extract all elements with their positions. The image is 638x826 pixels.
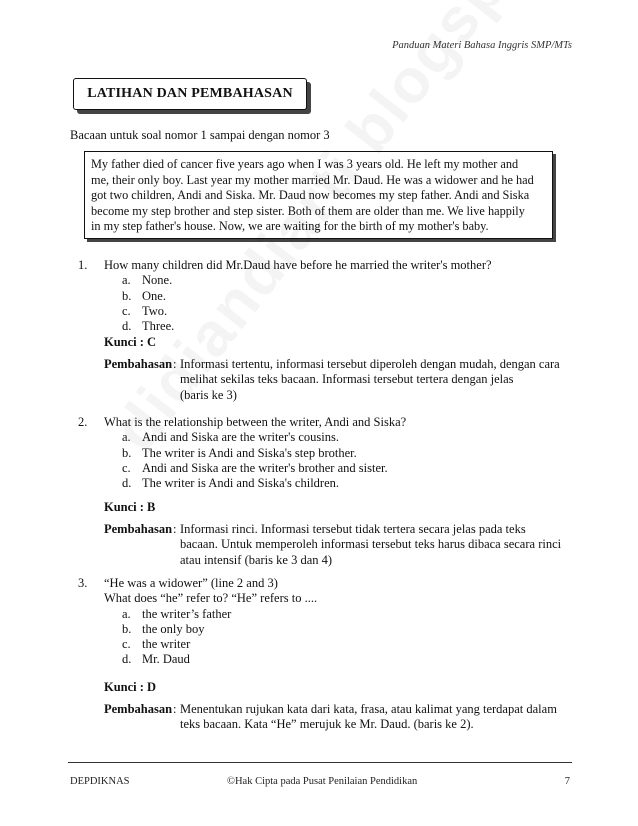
option-b: b. the only boy xyxy=(122,621,205,636)
passage-line: me, their only boy. Last year my mother married Mr. Daud. He was a widower and he had xyxy=(91,172,534,187)
explanation-text: Informasi rinci. Informasi tersebut tidak tertera secara jelas pada teks bacaan. Untuk memperoleh informasi tersebut teks harus dibaca secara rinci atau intensif (baris ke 3 dan 4) xyxy=(180,522,562,567)
question-number: 3. xyxy=(78,576,88,590)
page-number: 7 xyxy=(564,776,570,787)
question-text: How many children did Mr.Daud have before he married the writer's mother? xyxy=(104,258,492,272)
explanation-text: Menentukan rujukan kata dari kata, frasa, atau kalimat yang terdapat dalam teks bacaan. Kata “He” merujuk ke Mr. Daud. (baris ke 2). xyxy=(180,702,557,732)
footer-divider xyxy=(68,762,572,763)
passage-line: got two children, Andi and Siska. Mr. Daud now becomes my step father. Andi and Siska xyxy=(91,188,530,202)
option-c: c. Two. xyxy=(122,303,168,318)
options-list xyxy=(122,273,174,334)
question-text: What is the relationship between the writer, Andi and Siska? xyxy=(104,415,407,429)
option-d: d. The writer is Andi and Siska's children. xyxy=(122,476,340,491)
answer-key: Kunci : C xyxy=(104,335,157,349)
answer-key: Kunci : D xyxy=(104,680,157,694)
question-text: What does “he” refer to? “He” refers to .... xyxy=(104,591,318,606)
options-list xyxy=(122,430,388,491)
section-title: LATIHAN DAN PEMBAHASAN xyxy=(87,86,293,101)
explanation-label: Pembahasan xyxy=(104,357,173,371)
answer-key: Kunci : B xyxy=(104,500,156,514)
footer-copyright: ©Hak Cipta pada Pusat Penilaian Pendidikan xyxy=(227,776,418,787)
explanation-label: Pembahasan xyxy=(104,522,173,536)
options-list xyxy=(122,607,231,668)
option-a: a. the writer’s father xyxy=(122,606,232,621)
option-b: b. One. xyxy=(122,288,166,303)
question-number: 1. xyxy=(78,258,88,272)
footer-publisher: DEPDIKNAS xyxy=(70,776,130,787)
option-a: a. None. xyxy=(122,273,173,288)
section-title-box xyxy=(73,78,307,110)
passage-line: My father died of cancer five years ago when I was 3 years old. He left my mother and xyxy=(91,157,519,171)
option-b: b. The writer is Andi and Siska's step brother. xyxy=(122,445,357,460)
question-number: 2. xyxy=(78,415,88,429)
question-text: “He was a widower” (line 2 and 3) xyxy=(104,576,278,590)
passage-line: in my step father's house. Now, we are waiting for the birth of my mother's baby. xyxy=(91,219,489,233)
reading-intro: Bacaan untuk soal nomor 1 sampai dengan nomor 3 xyxy=(70,128,330,142)
option-d: d. Mr. Daud xyxy=(122,652,190,667)
explanation-label: Pembahasan xyxy=(104,702,173,716)
option-a: a. Andi and Siska are the writer's cousins. xyxy=(122,430,340,445)
option-d: d. Three. xyxy=(122,319,175,334)
explanation-text: Informasi tertentu, informasi tersebut diperoleh dengan mudah, dengan cara melihat sekilas teks bacaan. Informasi tersebut tertera dengan jelas (baris ke 3) xyxy=(180,357,560,402)
passage-line: become my step brother and step sister. Both of them are older than me. We live happily xyxy=(91,203,525,218)
running-header: Panduan Materi Bahasa Inggris SMP/MTs xyxy=(392,40,572,51)
option-c: c. the writer xyxy=(122,637,191,652)
option-c: c. Andi and Siska are the writer's brother and sister. xyxy=(122,460,388,475)
